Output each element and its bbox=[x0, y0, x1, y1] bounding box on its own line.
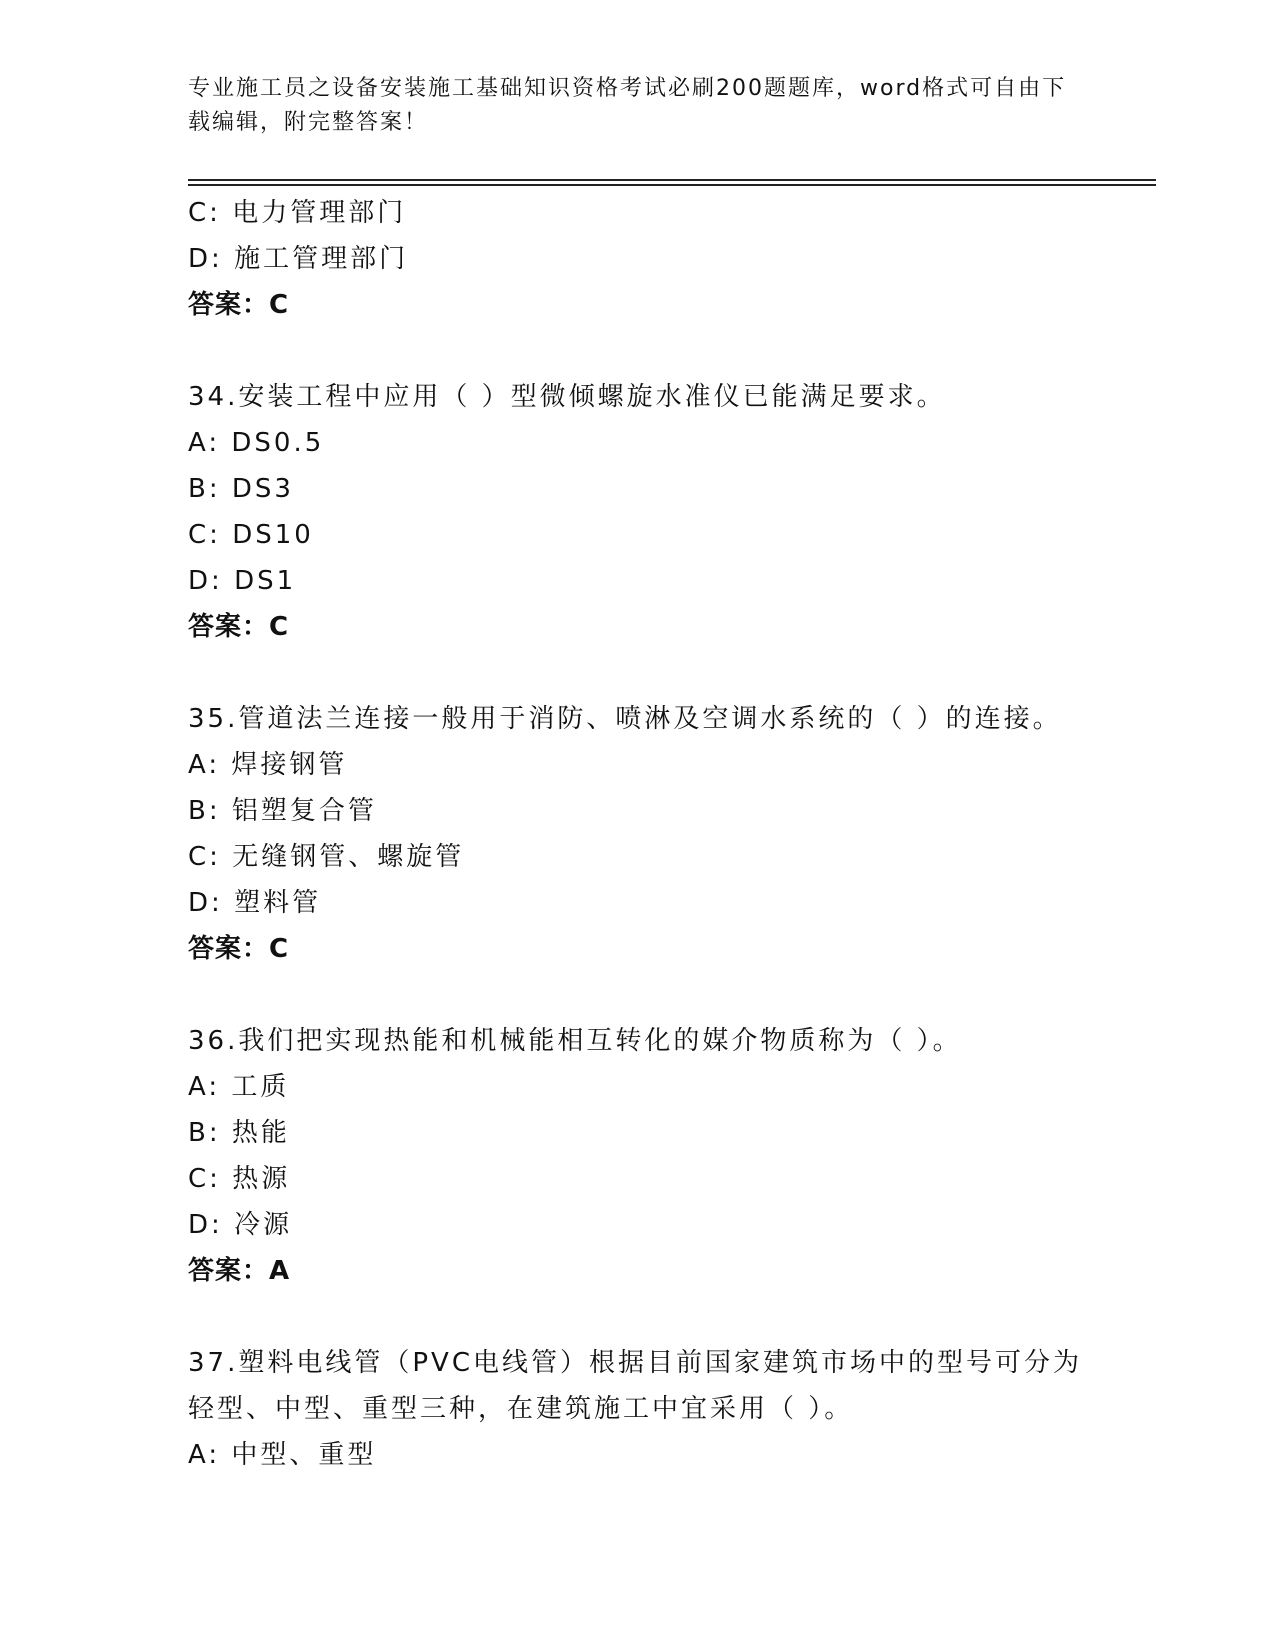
option-key: B bbox=[188, 796, 209, 826]
option-separator: : bbox=[209, 198, 233, 228]
question-text: 管道法兰连接一般用于消防、喷淋及空调水系统的（ ）的连接。 bbox=[238, 704, 1062, 734]
option-text: 电力管理部门 bbox=[232, 198, 407, 228]
option-text: DS0.5 bbox=[231, 428, 325, 458]
option-row bbox=[188, 420, 1088, 466]
option-key: B bbox=[188, 1118, 209, 1148]
option-row bbox=[188, 1110, 1088, 1156]
option-text: 中型、重型 bbox=[231, 1440, 377, 1470]
option-row bbox=[188, 1432, 1088, 1478]
option-text: 无缝钢管、螺旋管 bbox=[232, 842, 465, 872]
option-text: 塑料管 bbox=[234, 888, 322, 918]
option-key: B bbox=[188, 474, 209, 504]
option-row bbox=[188, 466, 1088, 512]
option-row bbox=[188, 190, 1088, 236]
spacer bbox=[188, 328, 1088, 374]
spacer bbox=[188, 650, 1088, 696]
option-row bbox=[188, 1202, 1088, 1248]
option-separator: : bbox=[208, 750, 232, 780]
answer-label: 答案： bbox=[188, 934, 270, 964]
answer-value: C bbox=[269, 290, 290, 320]
option-text: 工质 bbox=[231, 1072, 290, 1102]
option-key: D bbox=[188, 566, 212, 596]
option-separator: : bbox=[209, 842, 233, 872]
option-text: DS10 bbox=[232, 520, 314, 550]
answer-row bbox=[188, 604, 1088, 650]
option-key: D bbox=[188, 1210, 212, 1240]
option-key: D bbox=[188, 244, 212, 274]
option-separator: : bbox=[208, 428, 232, 458]
option-key: A bbox=[188, 1072, 209, 1102]
question-stem bbox=[188, 1018, 1088, 1064]
question-number: 35. bbox=[188, 704, 239, 734]
option-separator: : bbox=[208, 1440, 232, 1470]
header-divider-top bbox=[188, 179, 1156, 181]
option-row bbox=[188, 1064, 1088, 1110]
option-separator: : bbox=[209, 1164, 233, 1194]
option-row bbox=[188, 834, 1088, 880]
answer-row bbox=[188, 926, 1088, 972]
option-separator: : bbox=[208, 474, 232, 504]
question-number: 36. bbox=[188, 1026, 239, 1056]
option-text: DS3 bbox=[231, 474, 294, 504]
option-row bbox=[188, 236, 1088, 282]
question-number: 34. bbox=[188, 382, 239, 412]
option-separator: : bbox=[211, 888, 235, 918]
option-separator: : bbox=[208, 1118, 232, 1148]
option-text: 铝塑复合管 bbox=[231, 796, 377, 826]
answer-label: 答案： bbox=[188, 290, 270, 320]
spacer bbox=[188, 1294, 1088, 1340]
option-text: 热源 bbox=[232, 1164, 291, 1194]
question-text: 我们把实现热能和机械能相互转化的媒介物质称为（ ）。 bbox=[238, 1026, 962, 1056]
header-text: 专业施工员之设备安装施工基础知识资格考试必刷200题题库，word格式可自由下载编辑，附完整答案！ bbox=[188, 76, 1067, 135]
answer-value: A bbox=[269, 1256, 291, 1286]
option-row bbox=[188, 788, 1088, 834]
answer-label: 答案： bbox=[188, 612, 270, 642]
option-key: D bbox=[188, 888, 212, 918]
question-text: 安装工程中应用（ ）型微倾螺旋水准仪已能满足要求。 bbox=[238, 382, 946, 412]
header-divider-bottom bbox=[188, 184, 1156, 186]
option-row bbox=[188, 512, 1088, 558]
spacer bbox=[188, 972, 1088, 1018]
option-text: 冷源 bbox=[234, 1210, 293, 1240]
option-key: A bbox=[188, 428, 209, 458]
option-separator: : bbox=[208, 1072, 232, 1102]
option-separator: : bbox=[211, 1210, 235, 1240]
answer-value: C bbox=[269, 934, 290, 964]
question-text: 塑料电线管（PVC电线管）根据目前国家建筑市场中的型号可分为轻型、中型、重型三种，在建筑施工中宜采用（ ）。 bbox=[188, 1348, 1082, 1424]
option-text: 热能 bbox=[231, 1118, 290, 1148]
option-text: 施工管理部门 bbox=[234, 244, 409, 274]
option-separator: : bbox=[211, 566, 235, 596]
option-key: C bbox=[188, 1164, 210, 1194]
answer-label: 答案： bbox=[188, 1256, 270, 1286]
option-row bbox=[188, 742, 1088, 788]
option-text: DS1 bbox=[234, 566, 297, 596]
question-number: 37. bbox=[188, 1348, 239, 1378]
question-list bbox=[188, 190, 1088, 1478]
option-separator: : bbox=[209, 520, 233, 550]
question-stem bbox=[188, 696, 1088, 742]
option-key: A bbox=[188, 1440, 209, 1470]
answer-row bbox=[188, 1248, 1088, 1294]
option-separator: : bbox=[211, 244, 235, 274]
option-row bbox=[188, 880, 1088, 926]
option-separator: : bbox=[208, 796, 232, 826]
option-key: C bbox=[188, 520, 210, 550]
answer-row bbox=[188, 282, 1088, 328]
question-stem bbox=[188, 374, 1088, 420]
option-row bbox=[188, 1156, 1088, 1202]
answer-value: C bbox=[269, 612, 290, 642]
option-key: C bbox=[188, 198, 210, 228]
question-stem bbox=[188, 1340, 1088, 1432]
option-text: 焊接钢管 bbox=[231, 750, 348, 780]
document-header bbox=[188, 72, 1068, 140]
option-key: C bbox=[188, 842, 210, 872]
option-row bbox=[188, 558, 1088, 604]
option-key: A bbox=[188, 750, 209, 780]
